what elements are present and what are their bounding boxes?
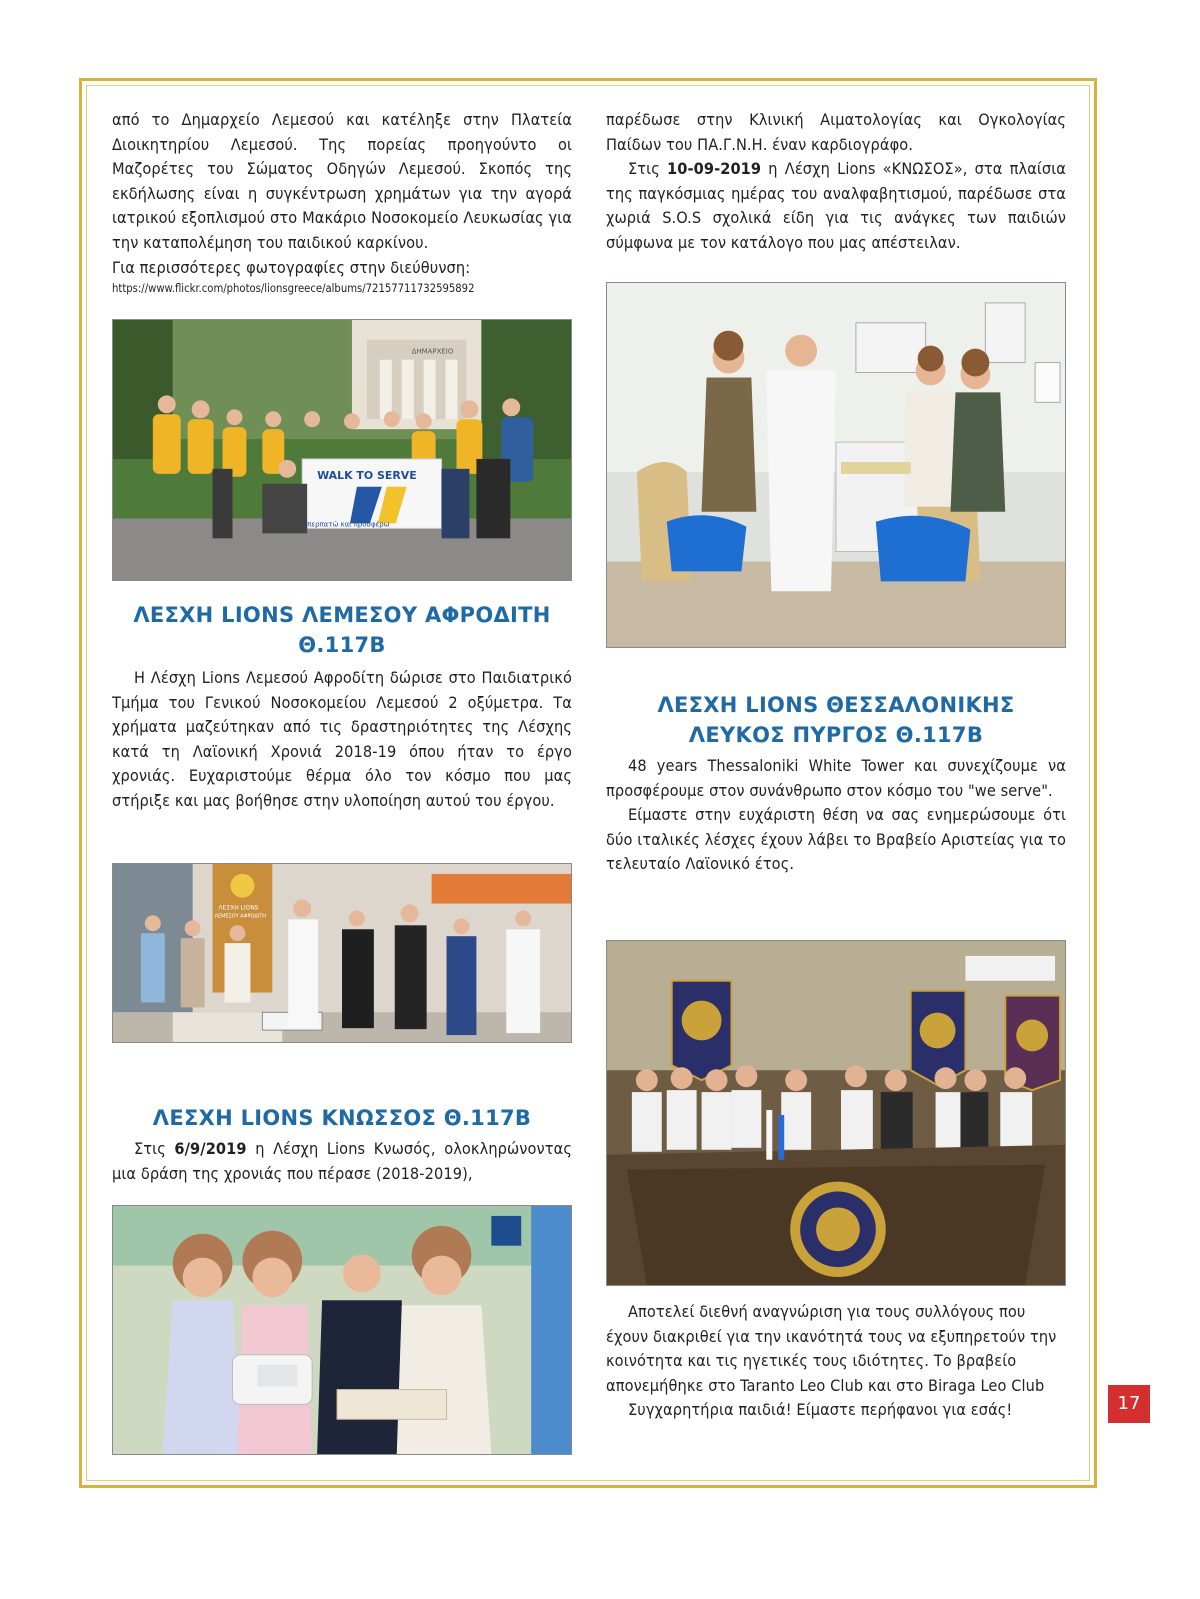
banner-perpato: περπατώ και προσφέρω bbox=[307, 520, 390, 529]
aphrodite-heading-line2: Θ.117Β bbox=[298, 633, 386, 657]
thessaloniki-para4: Συγχαρητήρια παιδιά! Είμαστε περήφανοι για εσάς! bbox=[628, 1400, 1013, 1420]
knossos-heading: ΛΕΣΧΗ LIONS ΚΝΩΣΣΟΣ Θ.117Β bbox=[152, 1106, 532, 1130]
school-supplies-photo bbox=[606, 282, 1066, 648]
aphrodite-heading-line1: ΛΕΣΧΗ LIONS ΛΕΜΕΣΟΥ ΑΦΡΟΔΙΤΗ bbox=[133, 603, 551, 627]
aphrodite-banner-line2: ΛΕΜΕΣΟΥ ΑΦΡΟΔΙΤΗ bbox=[214, 913, 267, 920]
thessaloniki-heading-line2: ΛΕΥΚΟΣ ΠΥΡΓΟΣ Θ.117Β bbox=[688, 723, 984, 747]
aphrodite-donation-photo bbox=[112, 863, 572, 1043]
knossos-body-date: 6/9/2019 bbox=[174, 1139, 247, 1158]
sos-para-prefix: Στις bbox=[628, 159, 667, 179]
thessaloniki-para3: Αποτελεί διεθνή αναγνώριση για τους συλλόγους που έχουν διακριθεί για την ικανότητά τους να εξυπηρετούν την κοινότητα και τις ηγετικές τους ιδιότητες. Το βραβείο απονεμήθηκε στο Taranto Leo Club και στο Biraga Leo Club bbox=[606, 1302, 1057, 1395]
sos-villages-paragraph bbox=[606, 157, 1066, 255]
right-intro bbox=[606, 108, 1066, 256]
knossos-body-prefix: Στις bbox=[134, 1139, 175, 1158]
thessaloniki-continuation bbox=[606, 1300, 1066, 1423]
thessaloniki-para2: Είμαστε στην ευχάριστη θέση να σας ενημερώσουμε ότι δύο ιταλικές λέσχες έχουν λάβει το Βραβείο Αριστείας για το τελευταίο Λαϊονικό έτος. bbox=[606, 805, 1066, 874]
knossos-body bbox=[112, 1137, 572, 1186]
banner-walk-to-serve: WALK TO SERVE bbox=[317, 468, 417, 482]
building-sign: ΔΗΜΑΡΧΕΙΟ bbox=[411, 347, 454, 356]
walk-to-serve-photo bbox=[112, 319, 572, 581]
thessaloniki-para1: 48 years Thessaloniki White Tower και συνεχίζουμε να προσφέρουμε στον συνάνθρωπο στον κόσμο του "we serve". bbox=[606, 756, 1066, 800]
thessaloniki-section bbox=[606, 690, 1066, 877]
sos-para-date: 10-09-2019 bbox=[666, 159, 762, 179]
thessaloniki-heading-line1: ΛΕΣΧΗ LIONS ΘΕΣΣΑΛΟΝΙΚΗΣ bbox=[657, 693, 1015, 717]
cardiograph-photo bbox=[112, 1205, 572, 1455]
lions-meeting-photo bbox=[606, 940, 1066, 1286]
page-number: 17 bbox=[1108, 1385, 1150, 1423]
knossos-section bbox=[112, 1103, 572, 1186]
photos-line: Για περισσότερες φωτογραφίες στην διεύθυνση: bbox=[112, 257, 471, 277]
intro-paragraph: από το Δημαρχείο Λεμεσού και κατέληξε στην Πλατεία Διοικητηρίου Λεμεσού. Της πορείας προηγούντο οι Μαζορέτες του Σώματος Οδηγών Λεμεσού. Σκοπός της εκδήλωσης είναι η συγκέντρωση χρημάτων για την αγορά ιατρικού εξοπλισμού στο Μακάριο Νοσοκομείο Λευκωσίας για την καταπολέμηση του παιδικού καρκίνου. bbox=[112, 110, 572, 252]
knossos-body-suffix: η Λέσχη Lions Κνωσός, ολοκληρώνοντας μια δράση της χρονιάς που πέρασε (2018-2019), bbox=[112, 1139, 572, 1183]
aphrodite-banner-line1: ΛΕΣΧΗ LIONS bbox=[218, 904, 259, 912]
left-intro bbox=[112, 108, 572, 298]
cardiograph-continuation: παρέδωσε στην Κλινική Αιματολογίας και Ογκολογίας Παίδων του ΠΑ.Γ.Ν.Η. έναν καρδιογράφο. bbox=[606, 110, 1066, 154]
aphrodite-section bbox=[112, 600, 572, 814]
sos-para-suffix: η Λέσχη Lions «ΚΝΩΣΟΣ», στα πλαίσια της παγκόσμιας ημέρας του αναλφαβητισμού, παρέδωσε στα χωριά S.O.S σχολικά είδη για τις ανάγκες των παιδιών σύμφωνα με τον κατάλογο που μας απέστειλαν. bbox=[606, 159, 1066, 252]
photos-url[interactable]: https://www.flickr.com/photos/lionsgreece/albums/72157711732595892 bbox=[112, 282, 475, 296]
aphrodite-body: Η Λέσχη Lions Λεμεσού Αφροδίτη δώρισε στο Παιδιατρικό Τμήμα του Γενικού Νοσοκομείου Λεμεσού 2 οξύμετρα. Τα χρήματα μαζεύτηκαν από τις δραστηριότητες της Λέσχης κατά τη Λαϊονική Χρονιά 2018-19 όπου ήταν το έργο χρονιάς. Ευχαριστούμε θέρμα όλο τον κόσμο που μας στήριξε και μας βοήθησε στην υλοποίηση αυτού του έργου. bbox=[112, 668, 572, 810]
